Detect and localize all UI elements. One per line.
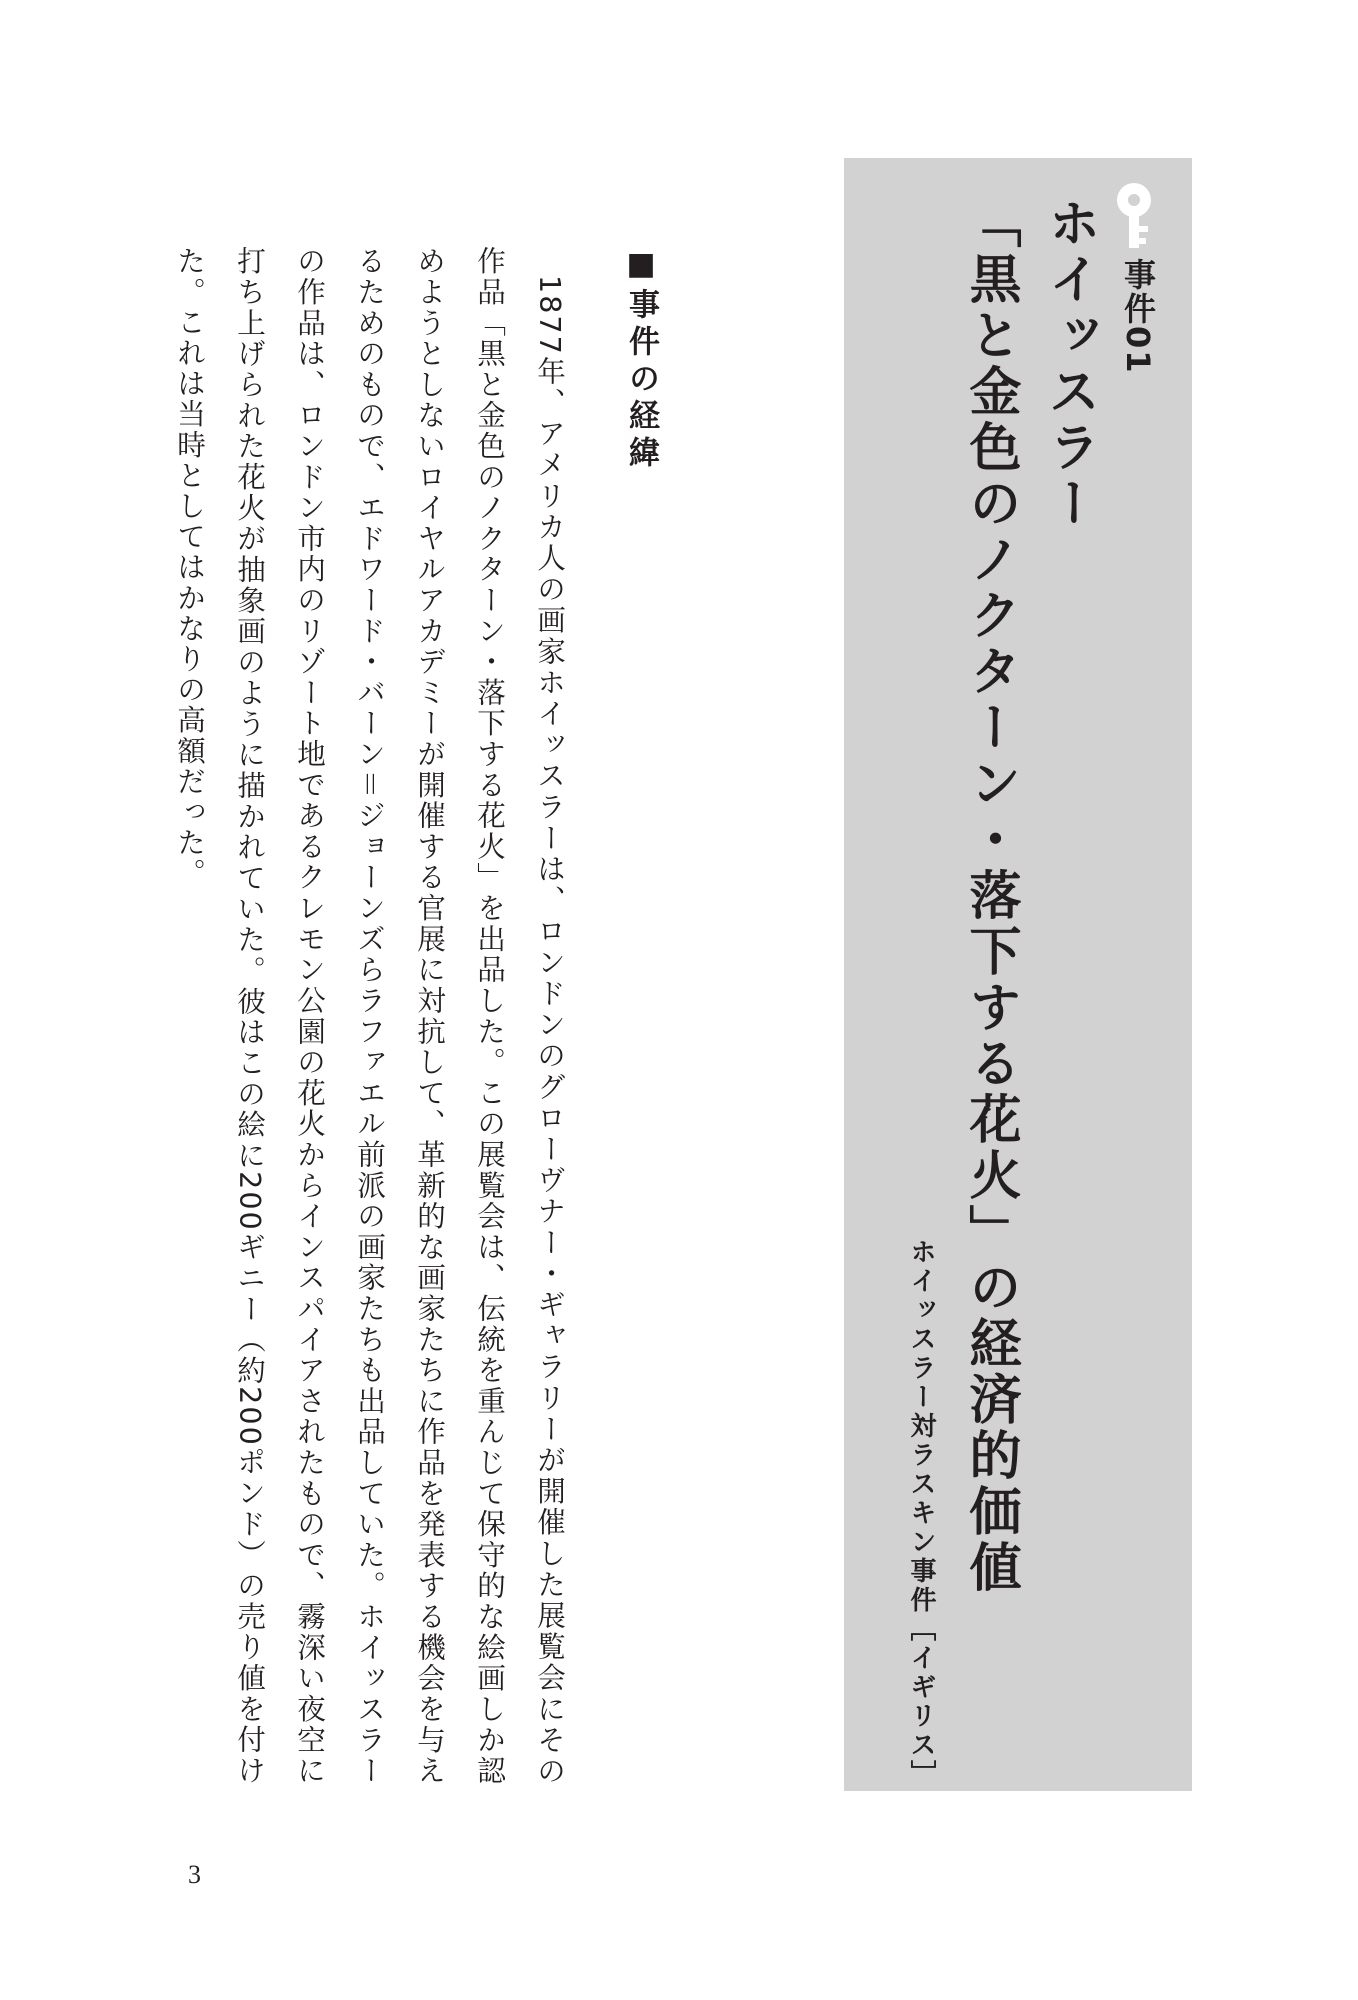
title-line-2: 「黒と金色のノクターン・落下する花火」の経済的価値 [960, 196, 1020, 1596]
body-paragraph: 1877年、アメリカ人の画家ホイッスラーは、ロンドンのグローヴナー・ギャラリーが開催した展覧会にその作品「黒と金色のノクターン・落下する花火」を出品した。この展覧会は、伝統を重んじて保守的な絵画しか認めようとしないロイヤルアカデミーが開催する官展に対抗して、革新的な画家たちに作品を発表する機会を与えるためのもので、エドワード・バーン＝ジョーンズらラファエル前派の画家たちも出品していた。ホイッスラーの作品は、ロンドン市内のリゾート地であるクレモン公園の花火からインスパイアされたもので、霧深い夜空に打ち上げられた花火が抽象画のように描かれていた。彼はこの絵に200ギニー（約200ポンド）の売り値を付けた。これは当時としてはかなりの高額だった。 [173, 246, 567, 1786]
title-line-1: ホイッスラー [1039, 196, 1099, 532]
section-heading: ■事件の経緯 [623, 246, 659, 473]
subtitle: ホイッスラー対ラスキン事件［イギリス］ [906, 1238, 936, 1789]
key-icon [1110, 180, 1158, 250]
case-label: 事件01 [1119, 258, 1157, 375]
body-text [160, 246, 580, 1786]
page-number: 3 [188, 1860, 201, 1889]
